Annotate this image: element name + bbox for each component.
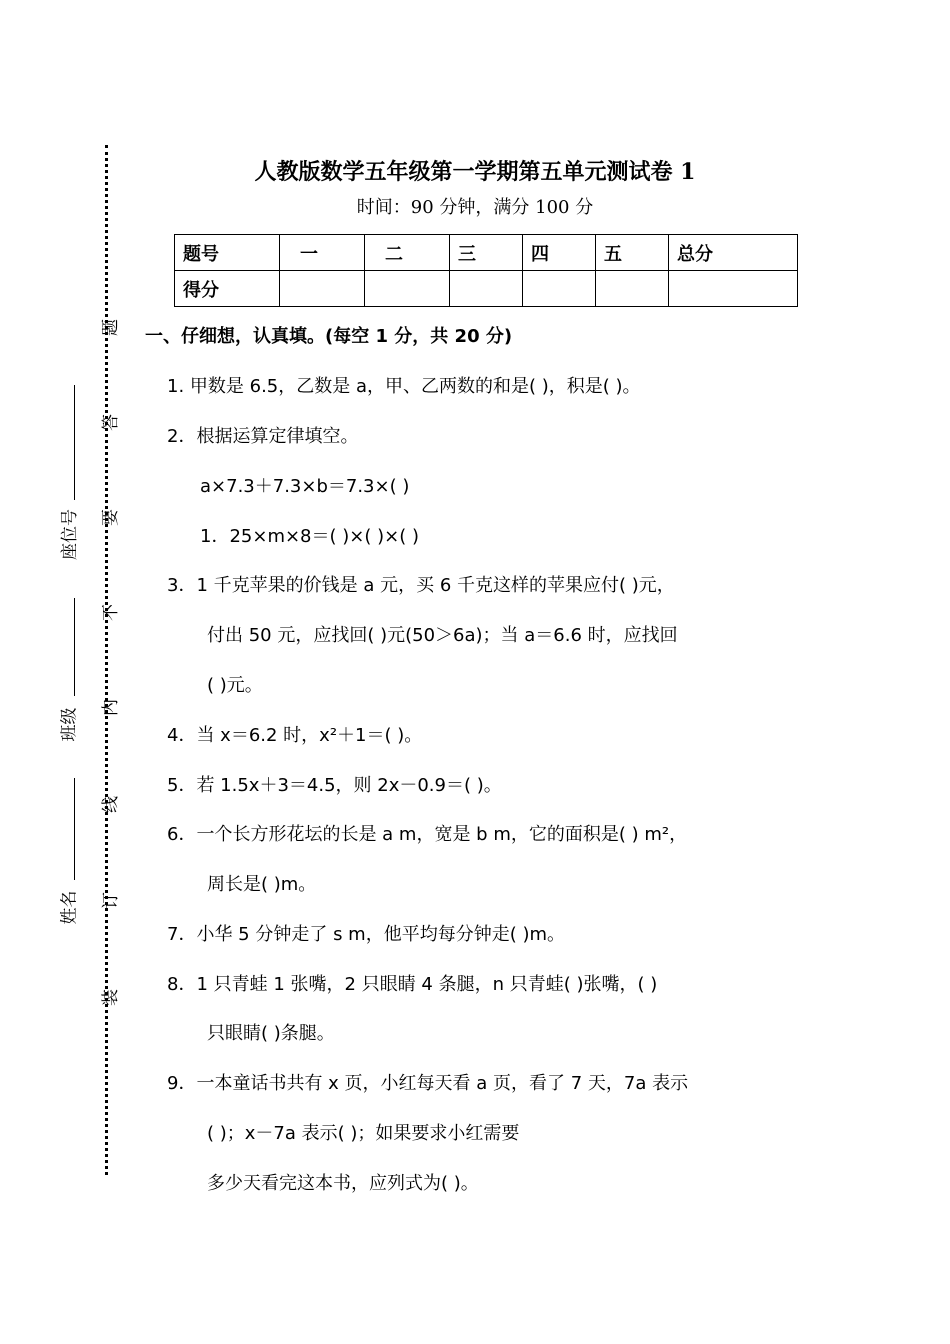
class-line <box>74 598 75 696</box>
score-cell: 题号 <box>175 235 280 271</box>
section-heading: 一、仔细想，认真填。(每空 1 分，共 20 分) <box>145 326 513 347</box>
name-line <box>74 778 75 880</box>
seat-number-label: 座位号 <box>60 509 80 560</box>
question-4: 4．当 x＝6.2 时，x²＋1＝( )。 <box>167 725 423 746</box>
question-9-line3: 多少天看完这本书，应列式为( )。 <box>207 1173 479 1194</box>
name-label: 姓名 <box>59 890 80 925</box>
question-7: 7．小华 5 分钟走了 s m，他平均每分钟走( )m。 <box>167 924 566 945</box>
score-input-cell[interactable] <box>669 271 798 307</box>
binding-char-bu: 不 <box>101 604 121 621</box>
question-6-line1: 6．一个长方形花坛的长是 a m，宽是 b m，它的面积是( ) m²， <box>167 824 688 845</box>
score-table-score-row <box>175 271 798 307</box>
binding-char-yao: 要 <box>101 509 121 526</box>
question-3-line1: 3．1 千克苹果的价钱是 a 元，买 6 千克这样的苹果应付( )元， <box>167 575 675 596</box>
score-cell: 总分 <box>669 235 798 271</box>
question-9-line1: 9．一本童话书共有 x 页，小红每天看 a 页，看了 7 天，7a 表示 <box>167 1073 689 1094</box>
binding-char-ding: 订 <box>101 892 121 909</box>
page-subtitle: 时间：90 分钟，满分 100 分 <box>356 197 594 218</box>
page-title: 人教版数学五年级第一学期第五单元测试卷 1 <box>254 159 696 185</box>
score-table-header-row <box>175 235 798 271</box>
class-label: 班级 <box>59 707 80 742</box>
binding-char-zhuang: 装 <box>101 989 121 1006</box>
question-9-line2: ( )；x－7a 表示( )；如果要求小红需要 <box>207 1123 520 1144</box>
score-table <box>174 234 798 307</box>
score-input-cell[interactable] <box>450 271 523 307</box>
binding-char-xian: 线 <box>101 796 121 813</box>
binding-char-ti: 题 <box>101 319 121 336</box>
score-cell: 得分 <box>175 271 280 307</box>
binding-dotted-line <box>105 145 108 1175</box>
score-input-cell[interactable] <box>365 271 450 307</box>
binding-char-nei: 内 <box>101 699 121 716</box>
question-8-line2: 只眼睛( )条腿。 <box>207 1023 335 1044</box>
score-cell: 二 <box>365 235 450 271</box>
question-3-line2: 付出 50 元，应找回( )元(50＞6a)；当 a＝6.6 时，应找回 <box>207 625 678 646</box>
score-input-cell[interactable] <box>596 271 669 307</box>
question-2a: a×7.3＋7.3×b＝7.3×( ) <box>200 476 410 497</box>
score-cell: 五 <box>596 235 669 271</box>
binding-char-da: 答 <box>101 414 121 431</box>
seat-number-line <box>74 385 75 500</box>
question-2: 2．根据运算定律填空。 <box>167 426 359 447</box>
question-5: 5．若 1.5x＋3＝4.5，则 2x－0.9＝( )。 <box>167 775 502 796</box>
question-3-line3: ( )元。 <box>207 675 263 696</box>
question-6-line2: 周长是( )m。 <box>207 874 317 895</box>
question-8-line1: 8．1 只青蛙 1 张嘴，2 只眼睛 4 条腿，n 只青蛙( )张嘴，( ) <box>167 974 658 995</box>
score-cell: 四 <box>523 235 596 271</box>
score-input-cell[interactable] <box>280 271 365 307</box>
question-2b: 1．25×m×8＝( )×( )×( ) <box>200 526 419 547</box>
score-cell: 一 <box>280 235 365 271</box>
question-1: 1. 甲数是 6.5，乙数是 a，甲、乙两数的和是( )，积是( )。 <box>167 376 641 397</box>
score-input-cell[interactable] <box>523 271 596 307</box>
score-cell: 三 <box>450 235 523 271</box>
